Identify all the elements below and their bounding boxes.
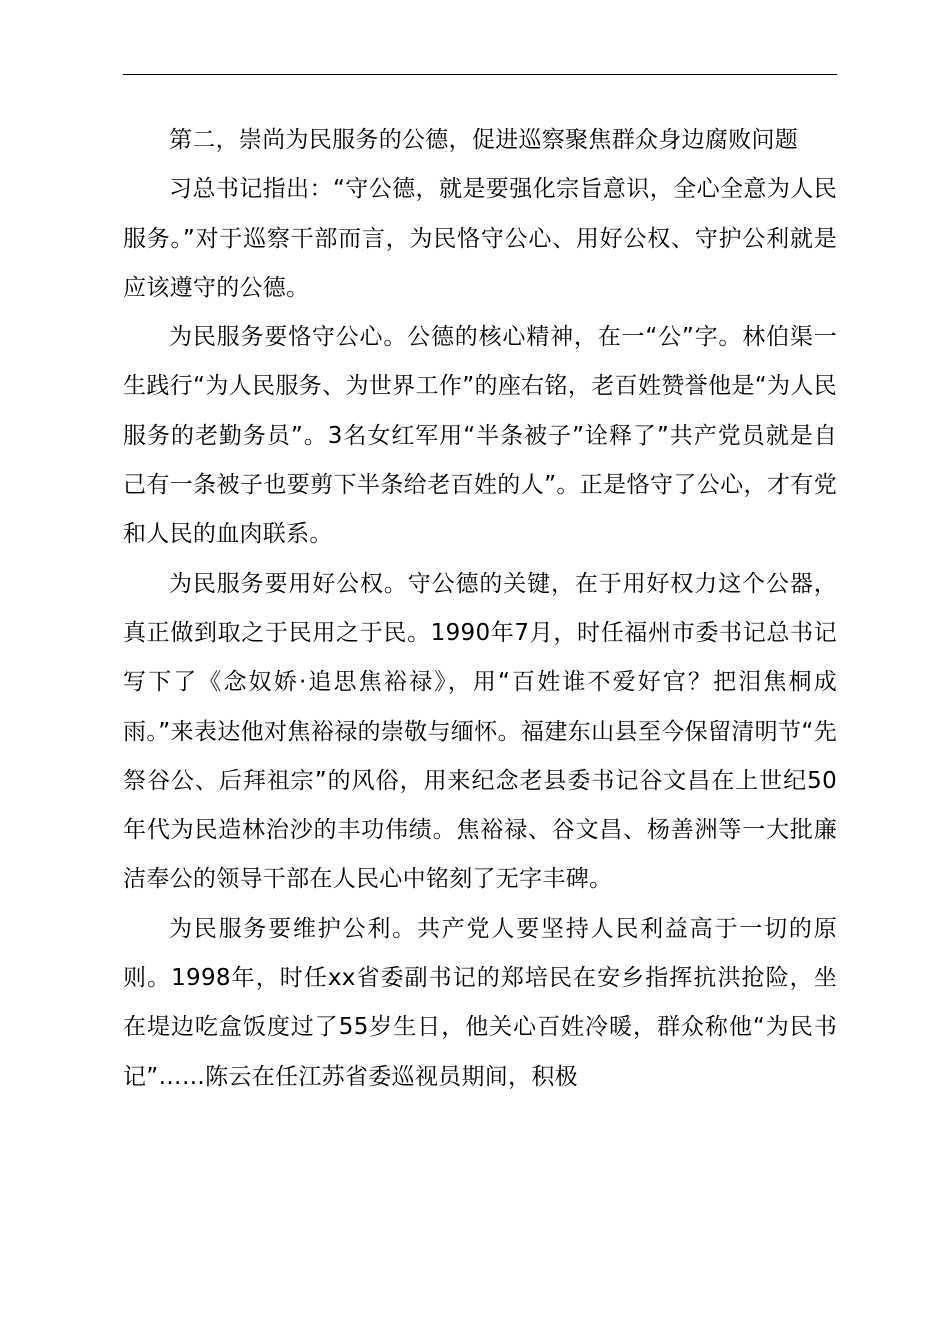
paragraph-public-power: 为民服务要用好公权。守公德的关键，在于用好权力这个公器，真正做到取之于民用之于民。1990年7月，时任福州市委书记总书记写下了《念奴娇·追思焦裕禄》，用“百姓谁不爱好官？把泪焦桐成雨。”来表达他对焦裕禄的崇敬与缅怀。福建东山县至今保留清明节“先祭谷公、后拜祖宗”的风俗，用来纪念老县委书记谷文昌在上世纪50年代为民造林治沙的丰功伟绩。焦裕禄、谷文昌、杨善洲等一大批廉洁奉公的领导干部在人民心中铭刻了无字丰碑。 <box>123 570 837 893</box>
document-body <box>123 116 837 1102</box>
paragraph-public-mind: 为民服务要恪守公心。公德的核心精神，在一“公”字。林伯渠一生践行“为人民服务、为世界工作”的座右铭，老百姓赞誉他是“为人民服务的老勤务员”。3名女红军用“半条被子”诠释了”共产党员就是自己有一条被子也要剪下半条给老百姓的人”。正是恪守了公心，才有党和人民的血肉联系。 <box>123 324 837 548</box>
paragraph-public-interest: 为民服务要维护公利。共产党人要坚持人民利益高于一切的原则。1998年，时任xx省委副书记的郑培民在安乡指挥抗洪抢险，坐在堤边吃盒饭度过了55岁生日，他关心百姓冷暖，群众称他“为民书记”……陈云在任江苏省委巡视员期间，积极 <box>123 915 837 1090</box>
section-heading: 第二，崇尚为民服务的公德，促进巡察聚焦群众身边腐败问题 <box>169 127 799 153</box>
paragraph-intro: 习总书记指出：“守公德，就是要强化宗旨意识，全心全意为人民服务。”对于巡察干部而言，为民恪守公心、用好公权、守护公利就是应该遵守的公德。 <box>123 176 837 301</box>
header-rule <box>123 74 837 75</box>
